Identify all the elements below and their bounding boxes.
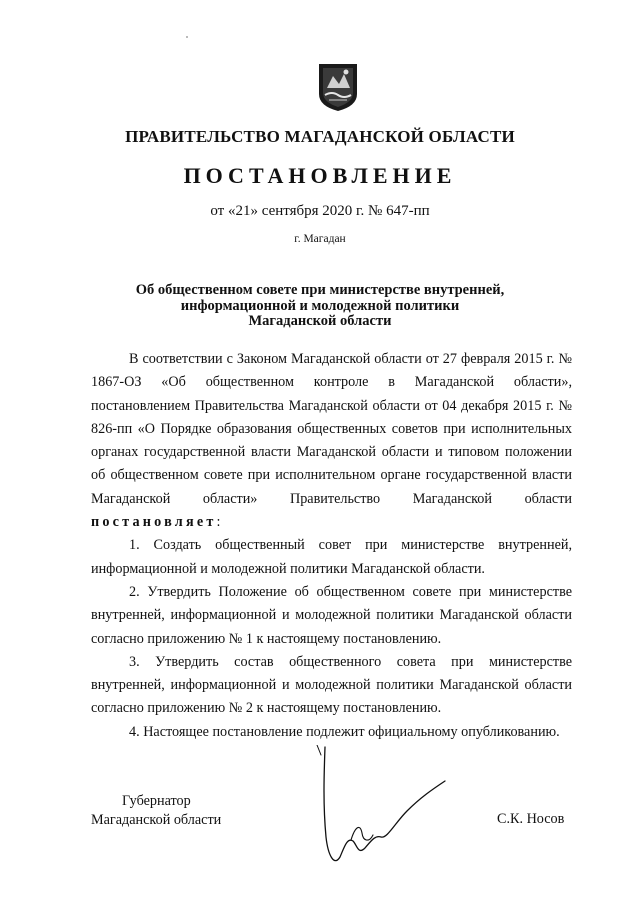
- coat-of-arms-icon: [317, 62, 359, 112]
- title-line: Об общественном совете при министерстве внутренней,: [135, 282, 505, 298]
- clause-1: 1. Создать общественный совет при министерстве внутренней, информационной и молодежной политики Магаданской области.: [91, 537, 572, 577]
- signatory-role: [91, 792, 221, 830]
- preamble-paragraph: [91, 348, 572, 534]
- signatory-name: С.К. Носов: [497, 811, 565, 827]
- title-line: Магаданской области: [248, 313, 392, 329]
- clause-4: 4. Настоящее постановление подлежит официальному опубликованию.: [129, 723, 560, 740]
- city: г. Магадан: [294, 233, 346, 245]
- organization-name: ПРАВИТЕЛЬСТВО МАГАДАНСКОЙ ОБЛАСТИ: [125, 127, 515, 146]
- decree-word: постановляет: [91, 514, 217, 531]
- scan-speck: [186, 36, 188, 38]
- clause-2: 2. Утвердить Положение об общественном совете при министерстве внутренней, информационной и молодежной политики Магаданской области согласно приложению № 1 к настоящему постановлению.: [91, 583, 572, 647]
- role-line: Магаданской области: [91, 812, 222, 828]
- document-type: ПОСТАНОВЛЕНИЕ: [183, 163, 457, 188]
- handwritten-signature: [305, 745, 450, 870]
- title-line: информационной и молодежной политики: [180, 297, 460, 314]
- document-title: [100, 283, 540, 330]
- preamble-colon: :: [216, 514, 221, 531]
- document-body: [91, 348, 572, 744]
- clause-3: 3. Утвердить состав общественного совета при министерстве внутренней, информационной и молодежной политики Магаданской области согласно приложению № 2 к настоящему постановлению.: [91, 653, 572, 717]
- role-line: Губернатор: [122, 793, 191, 809]
- preamble-text: В соответствии с Законом Магаданской области от 27 февраля 2015 г. № 1867-ОЗ «Об общественном контроле в Магаданской области», постановлением Правительства Магаданской области от 04 декабря 2015 г. № 826-пп «О Порядке образования общественных советов при исполнительных органах государственной власти Магаданской области и типовом положении об общественном совете при исполнительном органе государственной власти Магаданской области» Правительство Магаданской области: [91, 351, 572, 507]
- date-and-number: от «21» сентября 2020 г. № 647-пп: [210, 203, 430, 219]
